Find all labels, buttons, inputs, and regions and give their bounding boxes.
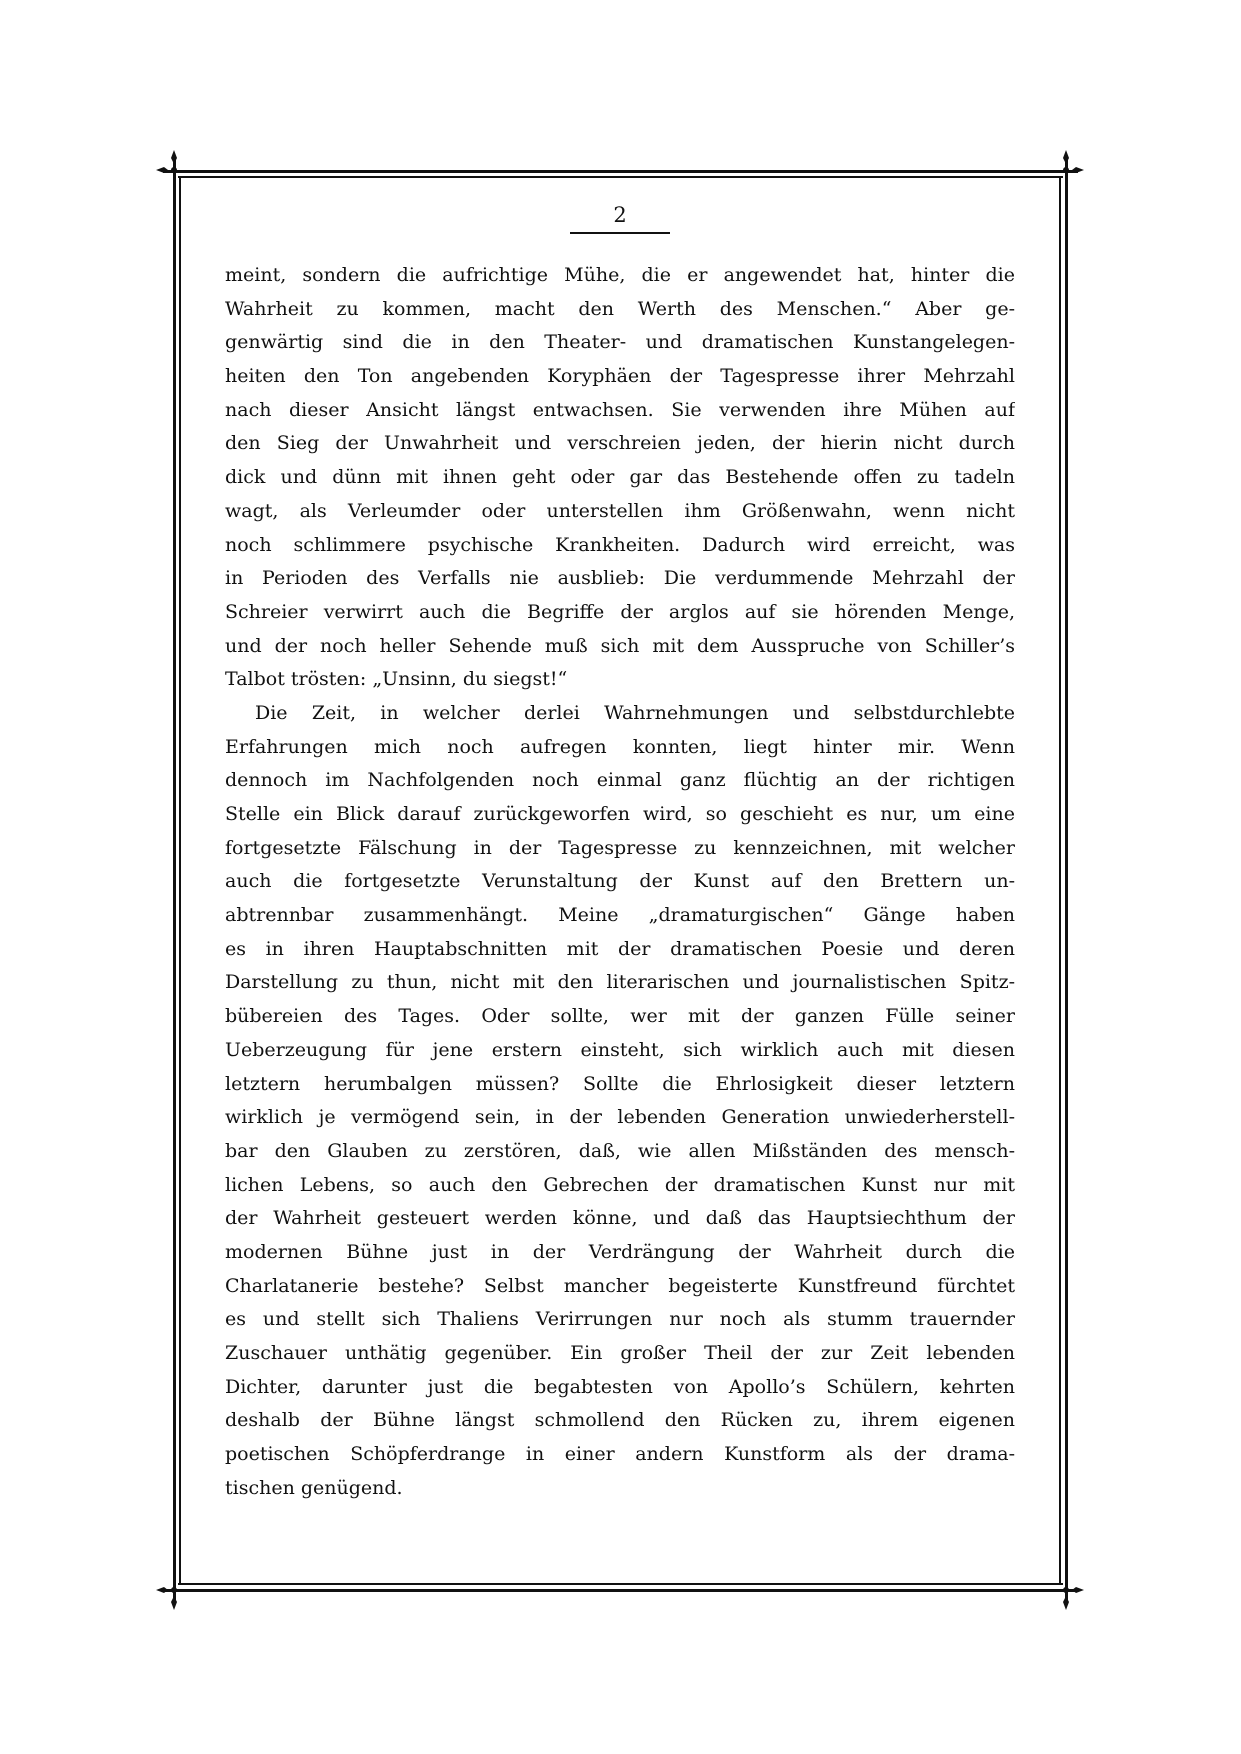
text-line: Die Zeit, in welcher derlei Wahrnehmungen und selbstdurchlebte xyxy=(255,701,1015,724)
text-line: es in ihren Hauptabschnitten mit der dramatischen Poesie und deren xyxy=(225,937,1015,960)
text-line: nach dieser Ansicht längst entwachsen. Sie verwenden ihre Mühen auf xyxy=(225,398,1015,421)
text-line: Schreier verwirrt auch die Begriffe der arglos auf sie hörenden Menge, xyxy=(225,600,1015,623)
text-line: wagt, als Verleumder oder unterstellen ihm Größenwahn, wenn nicht xyxy=(225,499,1015,522)
frame-left-outer-rule xyxy=(173,158,176,600)
text-line: es und stellt sich Thaliens Verirrungen nur noch als stumm trauernder xyxy=(225,1308,1015,1331)
text-line: abtrennbar zusammenhängt. Meine „dramaturgischen“ Gänge haben xyxy=(225,904,1015,927)
text-line: noch schlimmere psychische Krankheiten. Dadurch wird erreicht, was xyxy=(225,533,1015,556)
text-line: bübereien des Tages. Oder sollte, wer mit der ganzen Fülle seiner xyxy=(225,1005,1015,1028)
text-line: tischen genügend. xyxy=(225,1476,403,1499)
text-line: poetischen Schöpferdrange in einer andern Kunstform als der drama- xyxy=(225,1443,1015,1466)
text-line: Darstellung zu thun, nicht mit den literarischen und journalistischen Spitz- xyxy=(225,971,1015,994)
text-line: Erfahrungen mich noch aufregen konnten, liegt hinter mir. Wenn xyxy=(225,735,1015,758)
text-line: den Sieg der Unwahrheit und verschreien jeden, der hierin nicht durch xyxy=(225,432,1015,455)
text-line: dennoch im Nachfolgenden noch einmal ganz flüchtig an der richtigen xyxy=(225,769,1015,792)
corner-ornament-top-right-icon xyxy=(1046,150,1086,190)
text-line: Talbot trösten: „Unsinn, du siegst!“ xyxy=(225,668,568,691)
text-line: deshalb der Bühne längst schmollend den Rücken zu, ihrem eigenen xyxy=(225,1409,1015,1432)
page-number: 2 xyxy=(613,203,627,227)
page-number-underline xyxy=(570,232,670,234)
text-line: der Wahrheit gesteuert werden könne, und daß das Hauptsiechthum der xyxy=(225,1207,1015,1230)
corner-ornament-bottom-left-icon xyxy=(154,1570,194,1610)
text-line: letztern herumbalgen müssen? Sollte die Ehrlosigkeit dieser letztern xyxy=(225,1072,1015,1095)
text-line: auch die fortgesetzte Verunstaltung der Kunst auf den Brettern un- xyxy=(225,870,1015,893)
text-line: Dichter, darunter just die begabtesten von Apollo’s Schülern, kehrten xyxy=(225,1375,1015,1398)
frame-right-inner-rule xyxy=(1059,178,1061,1583)
text-line: lichen Lebens, so auch den Gebrechen der dramatischen Kunst nur mit xyxy=(225,1173,1015,1196)
frame-top-inner-rule xyxy=(178,176,1063,178)
text-line: Stelle ein Blick darauf zurückgeworfen wird, so geschieht es nur, um eine xyxy=(225,803,1015,825)
text-line: Wahrheit zu kommen, macht den Werth des Menschen.“ Aber ge- xyxy=(225,297,1015,320)
frame-left-inner-rule xyxy=(179,178,181,1583)
text-line: Zuschauer unthätig gegenüber. Ein großer Theil der zur Zeit lebenden xyxy=(225,1342,1015,1364)
frame-bottom-inner-rule xyxy=(178,1583,1063,1585)
text-line: modernen Bühne just in der Verdrängung der Wahrheit durch die xyxy=(225,1240,1015,1263)
corner-ornament-bottom-right-icon xyxy=(1046,1570,1086,1610)
text-line: heiten den Ton angebenden Koryphäen der Tagespresse ihrer Mehrzahl xyxy=(225,365,1015,388)
frame-left-outer-rule-lower xyxy=(173,600,176,1602)
text-line: in Perioden des Verfalls nie ausblieb: Die verdummende Mehrzahl der xyxy=(225,567,1015,590)
corner-ornament-top-left-icon xyxy=(154,150,194,190)
body-text xyxy=(225,259,1015,1505)
frame-right-outer-rule xyxy=(1065,158,1068,1602)
text-line: und der noch heller Sehende muß sich mit dem Ausspruche von Schiller’s xyxy=(225,634,1015,657)
text-line: dick und dünn mit ihnen geht oder gar das Bestehende offen zu tadeln xyxy=(225,466,1015,489)
text-line: Charlatanerie bestehe? Selbst mancher begeisterte Kunstfreund fürchtet xyxy=(225,1274,1015,1297)
text-line: meint, sondern die aufrichtige Mühe, die er angewendet hat, hinter die xyxy=(225,264,1015,286)
text-line: fortgesetzte Fälschung in der Tagespresse zu kennzeichnen, mit welcher xyxy=(225,836,1015,859)
frame-bottom-outer-rule xyxy=(163,1589,1078,1592)
text-line: bar den Glauben zu zerstören, daß, wie allen Mißständen des mensch- xyxy=(225,1139,1015,1162)
frame-top-outer-rule xyxy=(163,170,1078,173)
text-line: genwärtig sind die in den Theater- und dramatischen Kunstangelegen- xyxy=(225,331,1015,354)
text-line: wirklich je vermögend sein, in der lebenden Generation unwiederherstell- xyxy=(225,1106,1015,1129)
text-line: Ueberzeugung für jene erstern einsteht, sich wirklich auch mit diesen xyxy=(225,1038,1015,1061)
